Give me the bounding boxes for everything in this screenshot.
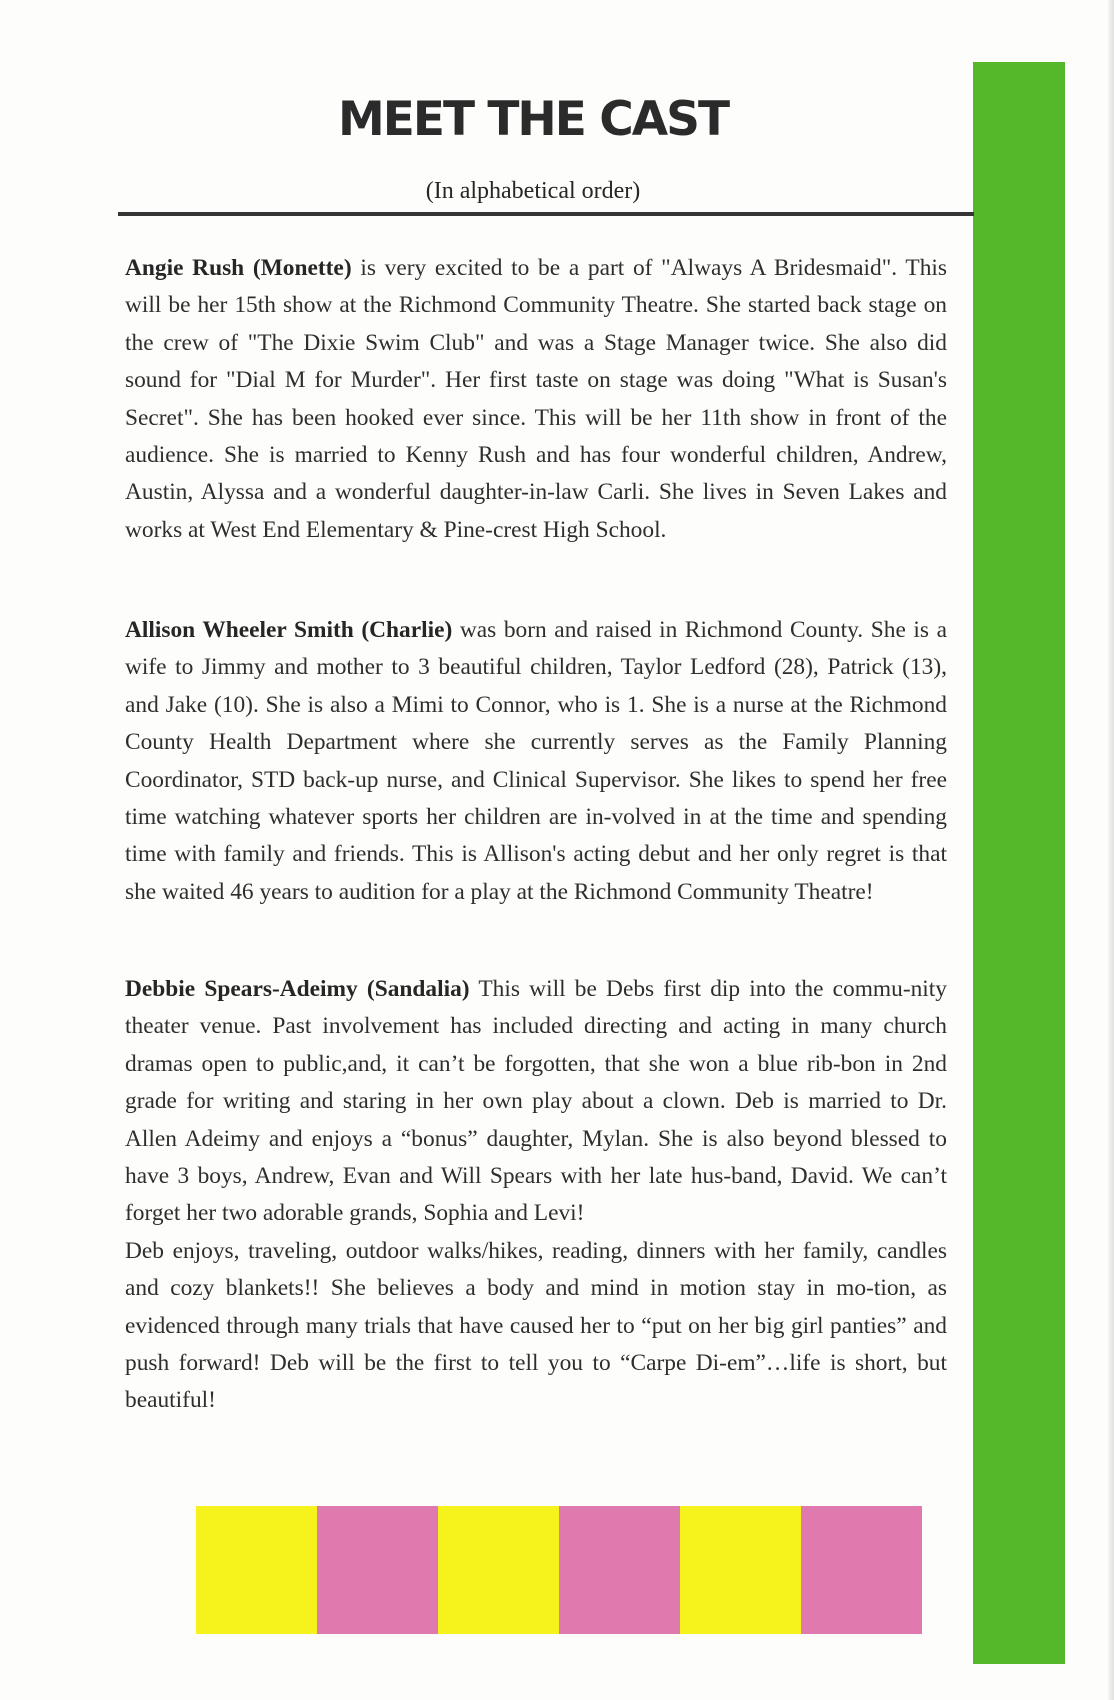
- color-swatch: [438, 1506, 559, 1634]
- cast-bio-angie-rush: [125, 250, 947, 549]
- cast-name: Allison Wheeler Smith (Charlie): [125, 617, 453, 643]
- color-swatch: [317, 1506, 438, 1634]
- color-swatch: [680, 1506, 801, 1634]
- cast-bio-allison-wheeler-smith: [125, 612, 947, 911]
- title-divider: [118, 212, 974, 216]
- cast-bio-text: was born and raised in Richmond County. She is a wife to Jimmy and mother to 3 beautiful children, Taylor Ledford (28), Patrick (13), and Jake (10). She is also a Mimi to Connor, who is 1. She is a nurse at the Richmond County Health Department where she currently serves as the Family Planning Coordinator, STD back-up nurse, and Clinical Supervisor. She likes to spend her free time watching whatever sports her children are in-volved in at the time and spending time with family and friends. This is Allison's acting debut and her only regret is that she waited 46 years to audition for a play at the Richmond Community Theatre!: [125, 617, 948, 905]
- cast-name: Debbie Spears-Adeimy (Sandalia): [125, 976, 470, 1002]
- cast-bio-text: This will be Debs first dip into the commu-nity theater venue. Past involvement has included directing and acting in many church dramas open to public,and, it can’t be forgotten, that she won a blue rib-bon in 2nd grade for writing and staring in her own play about a clown. Deb is married to Dr. Allen Adeimy and enjoys a “bonus” daughter, Mylan. She is also beyond blessed to have 3 boys, Andrew, Evan and Will Spears with her late hus-band, David. We can’t forget her two adorable grands, Sophia and Levi!: [125, 976, 948, 1227]
- cast-bio-debbie-spears-adeimy: [125, 971, 947, 1420]
- color-swatch: [196, 1506, 317, 1634]
- page-edge: [1108, 0, 1114, 1700]
- cast-name: Angie Rush (Monette): [125, 255, 352, 281]
- page-title: MEET THE CAST: [337, 92, 729, 147]
- color-swatch-strip: [196, 1506, 922, 1634]
- green-side-bar: [973, 62, 1065, 1664]
- color-swatch: [801, 1506, 922, 1634]
- color-swatch: [559, 1506, 680, 1634]
- cast-bio-text-continued: Deb enjoys, traveling, outdoor walks/hikes, reading, dinners with her family, candles and cozy blankets!! She believes a body and mind in motion stay in mo-tion, as evidenced through many trials that have caused her to “put on her big girl panties” and push forward! Deb will be the first to tell you to “Carpe Di-em”…life is short, but beautiful!: [125, 1237, 947, 1414]
- cast-bio-text: is very excited to be a part of "Always A Bridesmaid". This will be her 15th show at the Richmond Community Theatre. She started back stage on the crew of "The Dixie Swim Club" and was a Stage Manager twice. She also did sound for "Dial M for Murder". Her first taste on stage was doing "What is Susan's Secret". She has been hooked ever since. This will be her 11th show in front of the audience. She is married to Kenny Rush and has four wonderful children, Andrew, Austin, Alyssa and a wonderful daughter-in-law Carli. She lives in Seven Lakes and works at West End Elementary & Pine-crest High School.: [125, 255, 947, 543]
- page-subtitle: (In alphabetical order): [425, 178, 641, 204]
